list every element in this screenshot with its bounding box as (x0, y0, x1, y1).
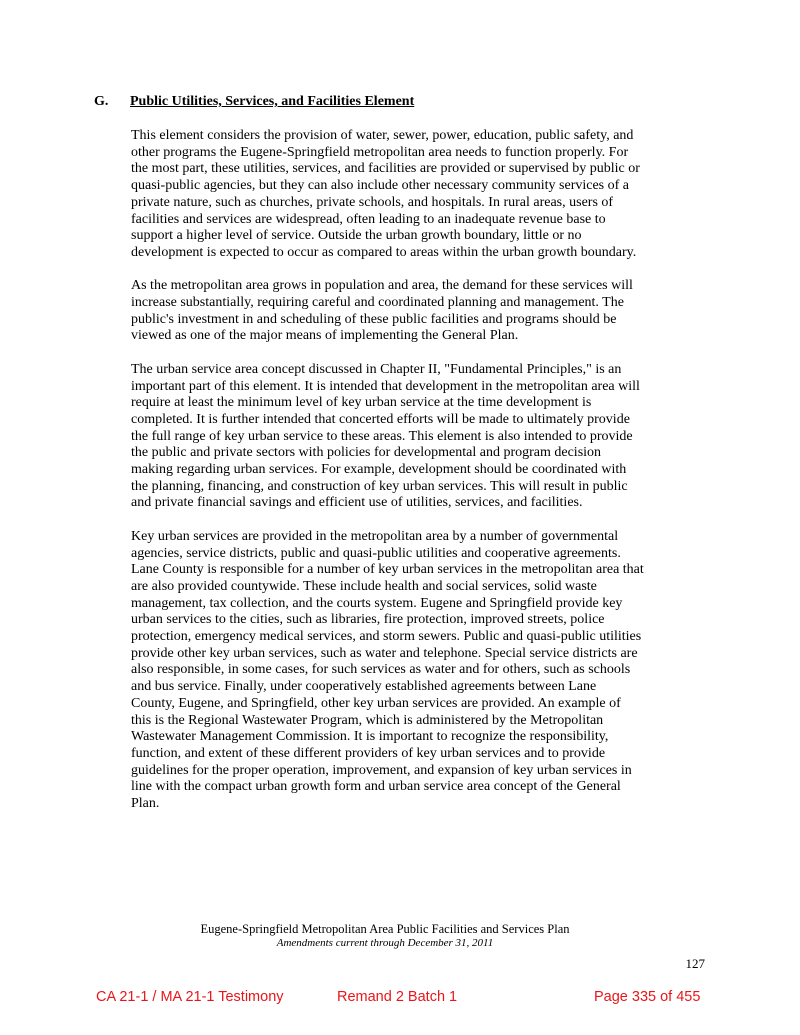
footer-title: Eugene-Springfield Metropolitan Area Public Facilities and Services Plan (200, 922, 570, 936)
paragraph-1: This element considers the provision of water, sewer, power, education, public safety, and other programs the Eugene-Springfield metropolitan area needs to function properly. For the most part, these utilities, services, and facilities are provided or supervised by public or quasi-public agencies, but they can also include other necessary community services of a private nature, such as churches, private schools, and hospitals. In rural areas, users of facilities and services are widespread, often leading to an inadequate revenue base to support a higher level of service. Outside the urban growth boundary, little or no development is expected to occur as compared to areas within the urban growth boundary. (131, 128, 640, 260)
stamp-batch-label: Remand 2 Batch 1 (337, 989, 458, 1005)
page-number: 127 (685, 956, 705, 971)
body-text (131, 128, 711, 829)
stamp-case-label: CA 21-1 / MA 21-1 Testimony (96, 989, 284, 1005)
section-title: Public Utilities, Services, and Facilities Element (130, 94, 415, 109)
section-heading (94, 94, 414, 110)
section-letter: G. (94, 94, 109, 109)
paragraph-4: Key urban services are provided in the metropolitan area by a number of governmental agencies, service districts, public and quasi-public utilities and cooperative agreements. Lane County is responsible for a number of key urban services in the metropolitan area that are also provided countywide. These include health and social services, solid waste management, tax collection, and the courts system. Eugene and Springfield provide key urban services to the cities, such as libraries, fire protection, improved streets, police protection, emergency medical services, and storm sewers. Public and quasi-public utilities provide other key urban services, such as water and telephone. Special service districts are also responsible, in some cases, for such services as water and for others, such as schools and bus service. Finally, under cooperatively established agreements between Lane County, Eugene, and Springfield, other key urban services are provided. An example of this is the Regional Wastewater Program, which is administered by the Metropolitan Wastewater Management Commission. It is important to recognize the responsibility, function, and extent of these different providers of key urban services and to provide guidelines for the proper operation, improvement, and expansion of key urban services in line with the compact urban growth form and urban service area concept of the General Plan. (131, 528, 644, 812)
paragraph-3: The urban service area concept discussed in Chapter II, "Fundamental Principles," is an important part of this element. It is intended that development in the metropolitan area will require at least the minimum level of key urban service at the time development is completed. It is further intended that concerted efforts will be made to ultimately provide the full range of key urban service to these areas. This element is also intended to provide the public and private sectors with policies for developmental and program decision making regarding urban services. For example, development should be coordinated with the planning, financing, and construction of key urban services. This will result in public and private financial savings and efficient use of utilities, services, and facilities. (131, 361, 640, 511)
footer-subtitle: Amendments current through December 31, 2011 (276, 937, 494, 949)
paragraph-2: As the metropolitan area grows in population and area, the demand for these services will increase substantially, requiring careful and coordinated planning and management. The public's investment in and scheduling of these public facilities and programs should be viewed as one of the major means of implementing the General Plan. (131, 278, 633, 344)
stamp-page-label: Page 335 of 455 (594, 989, 701, 1005)
